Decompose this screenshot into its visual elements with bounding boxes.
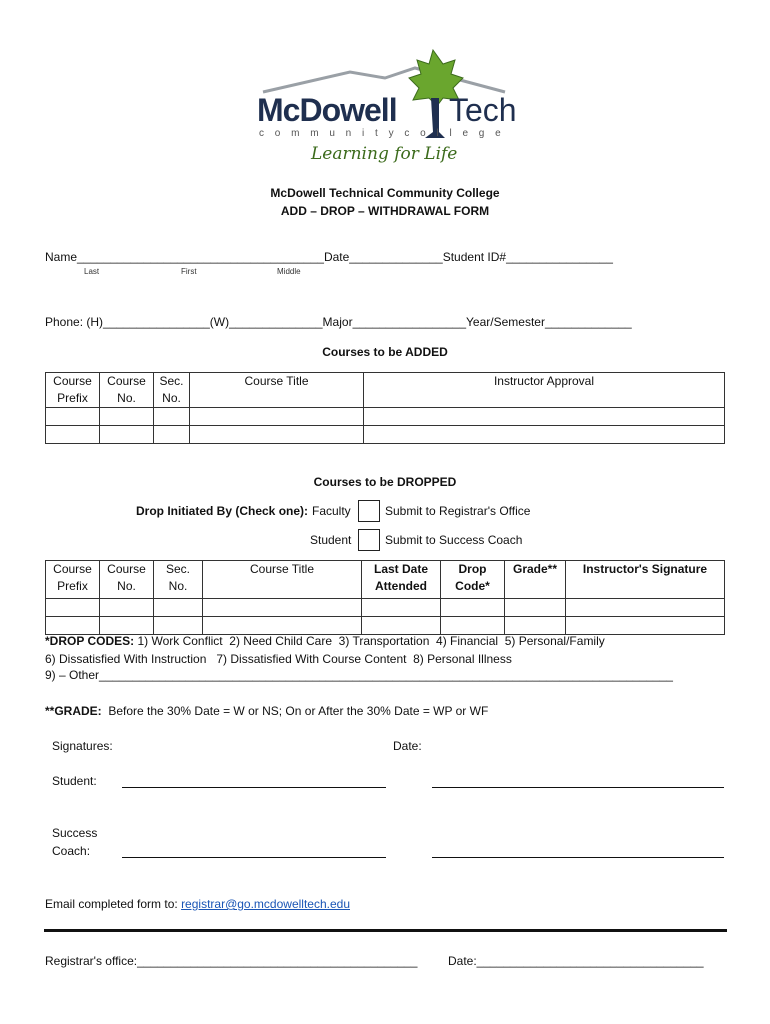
drop-codes-line-1 <box>45 634 605 648</box>
logo-name-right: Tech <box>449 92 517 128</box>
registrar-date-line[interactable]: Date:__________________________________ <box>448 954 704 968</box>
col-grade: Grade** <box>505 561 566 599</box>
drop-codes-text-1: 1) Work Conflict 2) Need Child Care 3) Transportation 4) Financial 5) Personal/Family <box>134 634 605 648</box>
faculty-label: Faculty <box>312 504 351 518</box>
added-table <box>45 372 725 444</box>
student-signature-line[interactable] <box>122 787 386 788</box>
col-sec-no: Sec. No. <box>154 561 203 599</box>
col-last-date-attended: Last Date Attended <box>362 561 441 599</box>
logo-name-left: McDowell <box>257 92 397 128</box>
divider-rule <box>44 929 727 932</box>
logo-tagline: Learning for Life <box>311 144 458 164</box>
coach-signature-line[interactable] <box>122 857 386 858</box>
name-sub-first: First <box>181 267 197 276</box>
email-label: Email completed form to: <box>45 897 182 911</box>
col-course-no: Course No. <box>100 373 154 408</box>
dropped-heading: Courses to be DROPPED <box>313 475 457 489</box>
col-course-title: Course Title <box>203 561 362 599</box>
col-instructor-approval: Instructor Approval <box>364 373 725 408</box>
faculty-checkbox[interactable] <box>358 500 380 522</box>
coach-date-line[interactable] <box>432 857 724 858</box>
col-instructor-signature: Instructor's Signature <box>566 561 725 599</box>
drop-initiated-label: Drop Initiated By (Check one): <box>136 504 309 518</box>
drop-codes-label: *DROP CODES: <box>45 634 135 648</box>
grade-label: **GRADE: <box>45 704 102 718</box>
signatures-heading: Signatures: <box>52 739 113 753</box>
faculty-option-text: Submit to Registrar's Office <box>385 504 531 518</box>
college-logo <box>255 42 520 167</box>
name-sub-last: Last <box>84 267 100 276</box>
col-course-prefix: Course Prefix <box>46 561 100 599</box>
col-course-title: Course Title <box>190 373 364 408</box>
student-option-text: Submit to Success Coach <box>385 533 523 547</box>
grade-note <box>45 704 488 718</box>
added-heading: Courses to be ADDED <box>322 345 448 359</box>
email-line <box>45 897 350 911</box>
coach-signature-label-1: Success <box>52 826 98 840</box>
name-date-id-line[interactable]: Name_____________________________________Date______________Student ID#________________ <box>45 250 613 264</box>
signatures-date-heading: Date: <box>393 739 422 753</box>
logo-roofline <box>263 68 505 92</box>
col-course-prefix: Course Prefix <box>46 373 100 408</box>
student-signature-label: Student: <box>52 774 97 788</box>
table-row[interactable] <box>46 617 725 635</box>
table-header-row <box>46 373 725 408</box>
college-name: McDowell Technical Community College <box>270 186 500 200</box>
student-label: Student <box>310 533 352 547</box>
registrar-office-line[interactable]: Registrar's office:__________________________________________ <box>45 954 418 968</box>
table-row[interactable] <box>46 408 725 426</box>
student-date-line[interactable] <box>432 787 724 788</box>
table-row[interactable] <box>46 599 725 617</box>
grade-text: Before the 30% Date = W or NS; On or After the 30% Date = WP or WF <box>101 704 489 718</box>
col-course-no: Course No. <box>100 561 154 599</box>
table-header-row <box>46 561 725 599</box>
col-drop-code: Drop Code* <box>441 561 505 599</box>
table-row[interactable] <box>46 426 725 444</box>
phone-major-line[interactable]: Phone: (H)________________(W)______________Major_________________Year/Semester_____________ <box>45 315 632 329</box>
email-link[interactable]: registrar@go.mcdowelltech.edu <box>181 897 350 911</box>
name-sub-middle: Middle <box>277 267 301 276</box>
coach-signature-label-2: Coach: <box>52 844 91 858</box>
col-sec-no: Sec. No. <box>154 373 190 408</box>
drop-codes-line-2: 6) Dissatisfied With Instruction 7) Dissatisfied With Course Content 8) Personal Illness <box>45 652 512 666</box>
form-title: ADD – DROP – WITHDRAWAL FORM <box>280 204 490 218</box>
student-checkbox[interactable] <box>358 529 380 551</box>
dropped-table <box>45 560 725 635</box>
logo-subtitle: c o m m u n i t y c o l l e g e <box>259 128 505 139</box>
drop-codes-line-3[interactable]: 9) – Other______________________________________________________________________________________ <box>45 668 673 682</box>
